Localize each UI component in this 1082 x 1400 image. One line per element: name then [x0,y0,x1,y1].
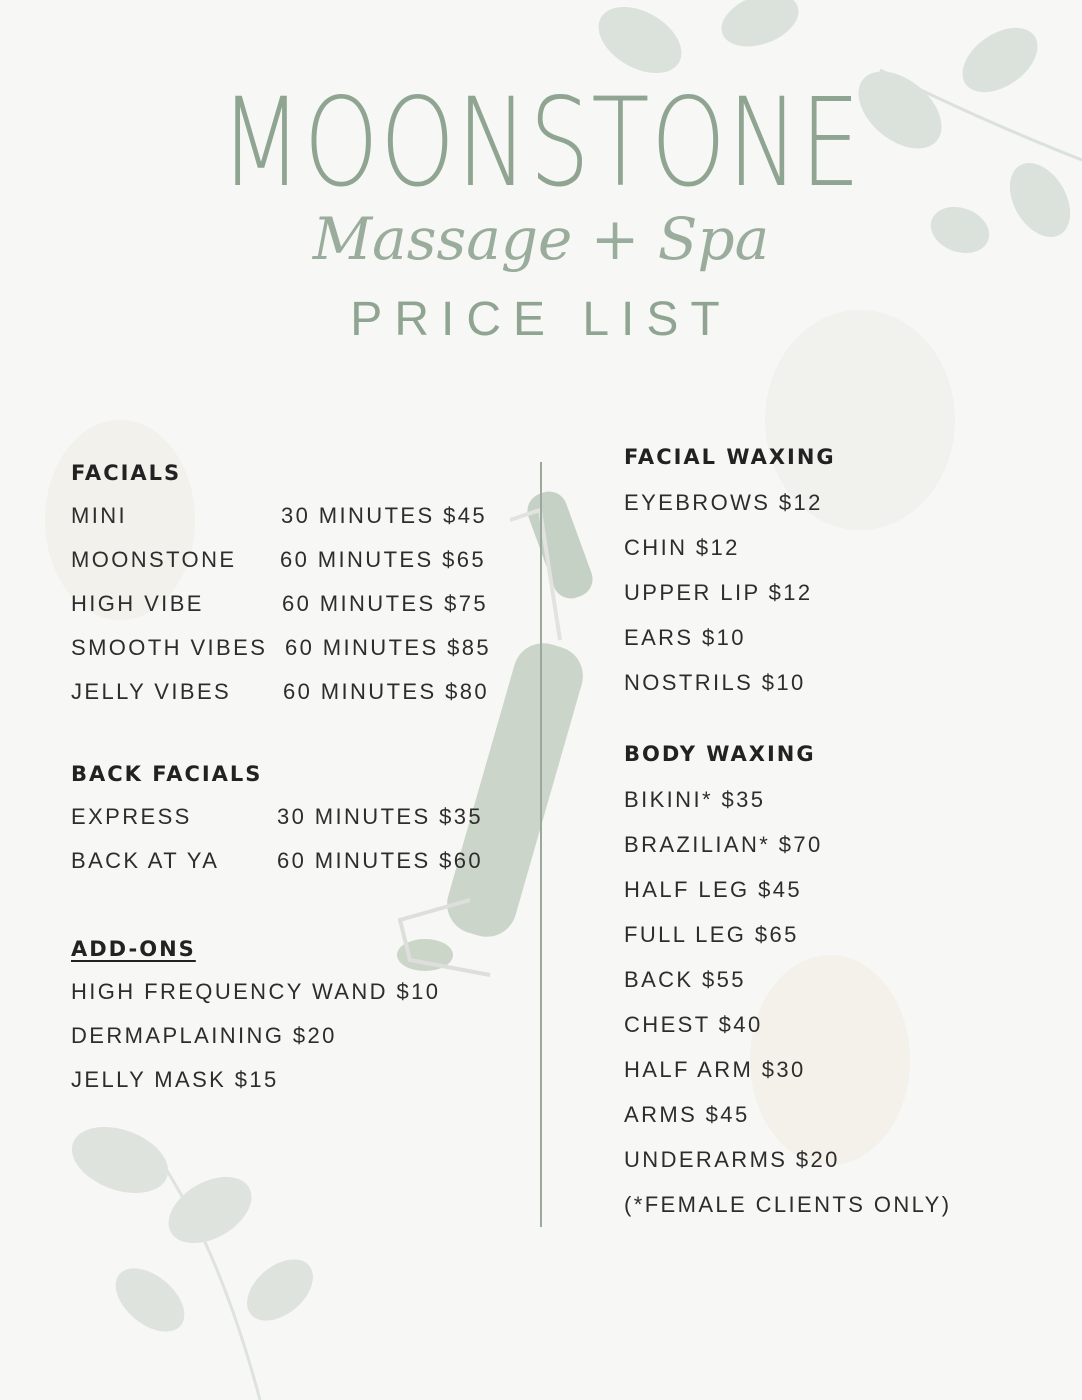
back-facials-section [71,759,521,883]
price-row: MINI 30 MINUTES $45 [71,503,488,528]
footnote: (*FEMALE CLIENTS ONLY) [624,1192,952,1217]
price-row: BIKINI* $35 [624,787,766,812]
price-row: MOONSTONE 60 MINUTES $65 [71,547,487,572]
section-heading: FACIAL WAXING [624,445,836,469]
price-row: DERMAPLAINING $20 [71,1023,337,1048]
page-title: PRICE LIST [350,293,732,346]
price-row: JELLY VIBES 60 MINUTES $80 [71,679,490,704]
price-row: EYEBROWS $12 [624,490,823,515]
price-row: UPPER LIP $12 [624,580,813,605]
section-heading: BACK FACIALS [71,762,263,786]
price-row: BACK AT YA 60 MINUTES $60 [71,848,484,873]
price-row: HALF LEG $45 [624,877,802,902]
brand-subtitle: Massage + Spa [312,205,770,273]
price-row: ARMS $45 [624,1102,750,1127]
body-waxing-section [624,739,1044,1227]
price-row: HIGH VIBE 60 MINUTES $75 [71,591,489,616]
price-row: BACK $55 [624,967,746,992]
price-row: JELLY MASK $15 [71,1067,279,1092]
section-heading: FACIALS [71,461,182,485]
facial-waxing-section [624,442,1044,705]
price-row: NOSTRILS $10 [624,670,806,695]
price-row: HALF ARM $30 [624,1057,806,1082]
price-row: CHEST $40 [624,1012,763,1037]
price-row: CHIN $12 [624,535,740,560]
leaf-sprig-icon [63,1115,325,1400]
facials-section [71,458,521,714]
price-row: FULL LEG $65 [624,922,799,947]
section-heading: ADD-ONS [71,937,196,961]
column-divider [540,462,542,1227]
price-row: EARS $10 [624,625,746,650]
price-row: EXPRESS 30 MINUTES $35 [71,804,484,829]
addons-section [71,934,521,1102]
price-row: HIGH FREQUENCY WAND $10 [71,979,441,1004]
price-row: SMOOTH VIBES 60 MINUTES $85 [71,635,492,660]
price-row: BRAZILIAN* $70 [624,832,823,857]
brand-name: MOONSTONE [220,72,862,214]
price-row: UNDERARMS $20 [624,1147,840,1172]
section-heading: BODY WAXING [624,742,816,766]
